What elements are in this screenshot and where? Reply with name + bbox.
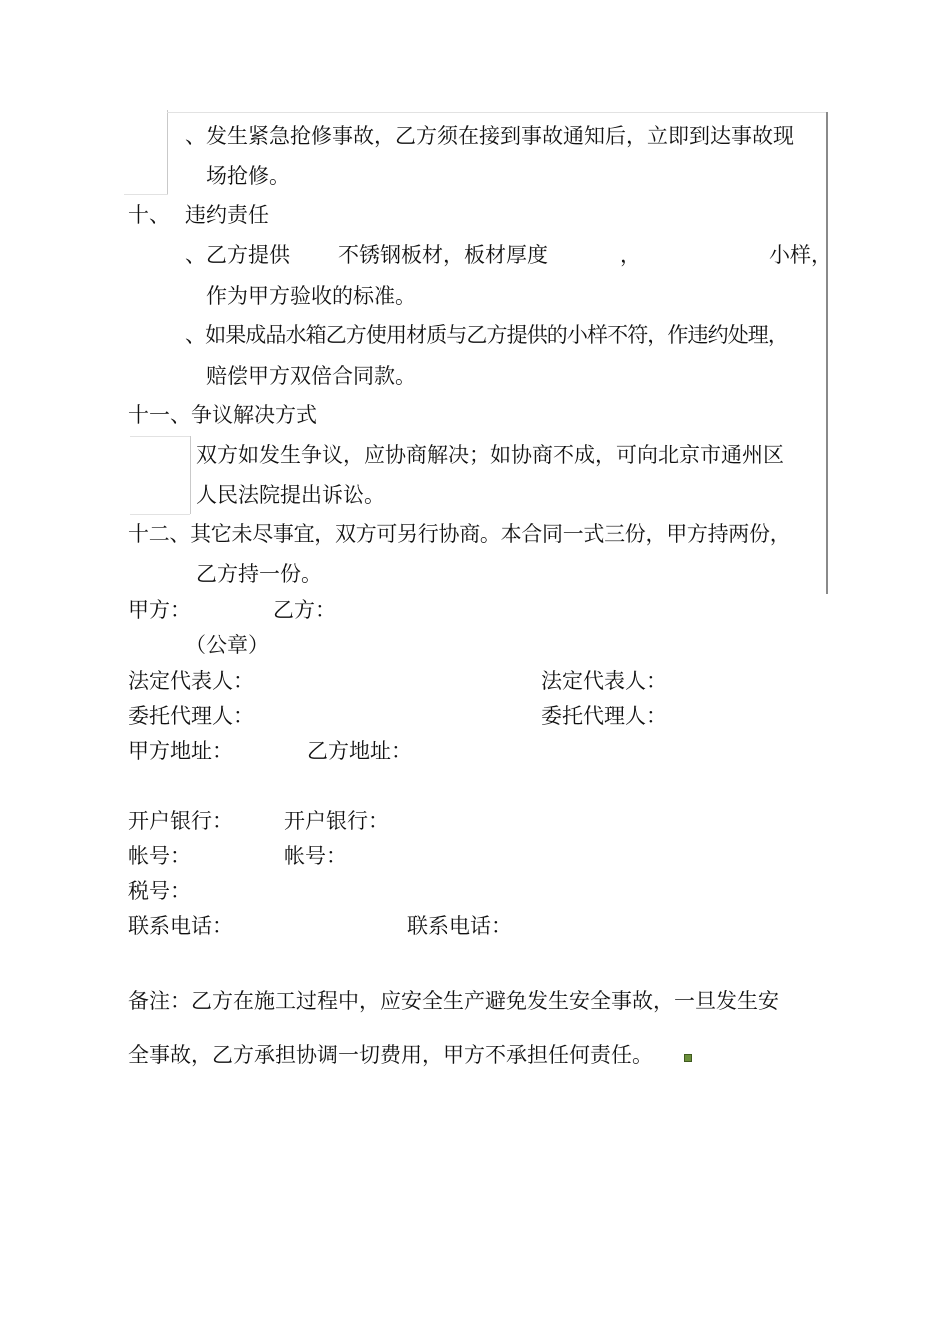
table-rule-mid-top [130, 436, 190, 437]
phone-a-label: 联系电话： [128, 914, 233, 938]
clause-ten-item2-line2: 赔偿甲方双倍合同款。 [206, 364, 416, 388]
clause-ten-item1-part-b: 不锈钢板材，板材厚度 [338, 243, 548, 267]
table-rule-mid-bottom [130, 514, 190, 515]
clause-ten-heading-number: 十、 [128, 203, 170, 227]
table-rule-right [826, 112, 828, 594]
remarks-line2: 全事故，乙方承担协调一切费用，甲方不承担任何责任。 [128, 1043, 653, 1067]
clause-ten-heading-text: 违约责任 [185, 203, 269, 227]
clause-eleven-body-line2: 人民法院提出诉讼。 [196, 483, 385, 507]
party-a-label: 甲方： [128, 598, 191, 622]
agent-a-label: 委托代理人： [128, 704, 254, 728]
party-b-label: 乙方： [273, 598, 336, 622]
table-rule-top [167, 112, 827, 113]
legal-rep-b-label: 法定代表人： [541, 669, 667, 693]
account-a-label: 帐号： [128, 844, 191, 868]
bank-a-label: 开户银行： [128, 809, 233, 833]
clause-eleven-body-line1: 双方如发生争议，应协商解决；如协商不成，可向北京市通州区 [196, 443, 784, 467]
paragraph-mark-icon [684, 1054, 692, 1062]
address-b-label: 乙方地址： [307, 739, 412, 763]
bank-b-label: 开户银行： [284, 809, 389, 833]
clause-ten-item1-part-d: 小样， [769, 243, 832, 267]
agent-b-label: 委托代理人： [541, 704, 667, 728]
legal-rep-a-label: 法定代表人： [128, 669, 254, 693]
account-b-label: 帐号： [284, 844, 347, 868]
table-rule-left-mid [190, 436, 191, 514]
clause-eleven-heading: 十一、争议解决方式 [128, 403, 317, 427]
tax-id-label: 税号： [128, 879, 191, 903]
clause-twelve-line1: 十二、其它未尽事宜，双方可另行协商。本合同一式三份，甲方持两份， [128, 522, 791, 546]
clause-ten-item2-line1: 、如果成品水箱乙方使用材质与乙方提供的小样不符，作违约处理， [185, 323, 788, 347]
clause-nine-item-line2: 场抢修。 [206, 164, 290, 188]
remarks-line1: 备注：乙方在施工过程中，应安全生产避免发生安全事故，一旦发生安 [128, 989, 779, 1013]
address-a-label: 甲方地址： [128, 739, 233, 763]
table-rule-left-top [167, 110, 168, 194]
clause-ten-item1-part-c: ， [620, 243, 641, 267]
phone-b-label: 联系电话： [407, 914, 512, 938]
clause-ten-item1-line2: 作为甲方验收的标准。 [206, 284, 416, 308]
clause-twelve-line2: 乙方持一份。 [196, 562, 322, 586]
table-rule-bottom-top [124, 194, 168, 195]
seal-label: （公章） [185, 633, 269, 657]
clause-ten-item1-part-a: 、乙方提供 [185, 243, 290, 267]
clause-nine-item-line1: 、发生紧急抢修事故，乙方须在接到事故通知后，立即到达事故现 [185, 124, 794, 148]
